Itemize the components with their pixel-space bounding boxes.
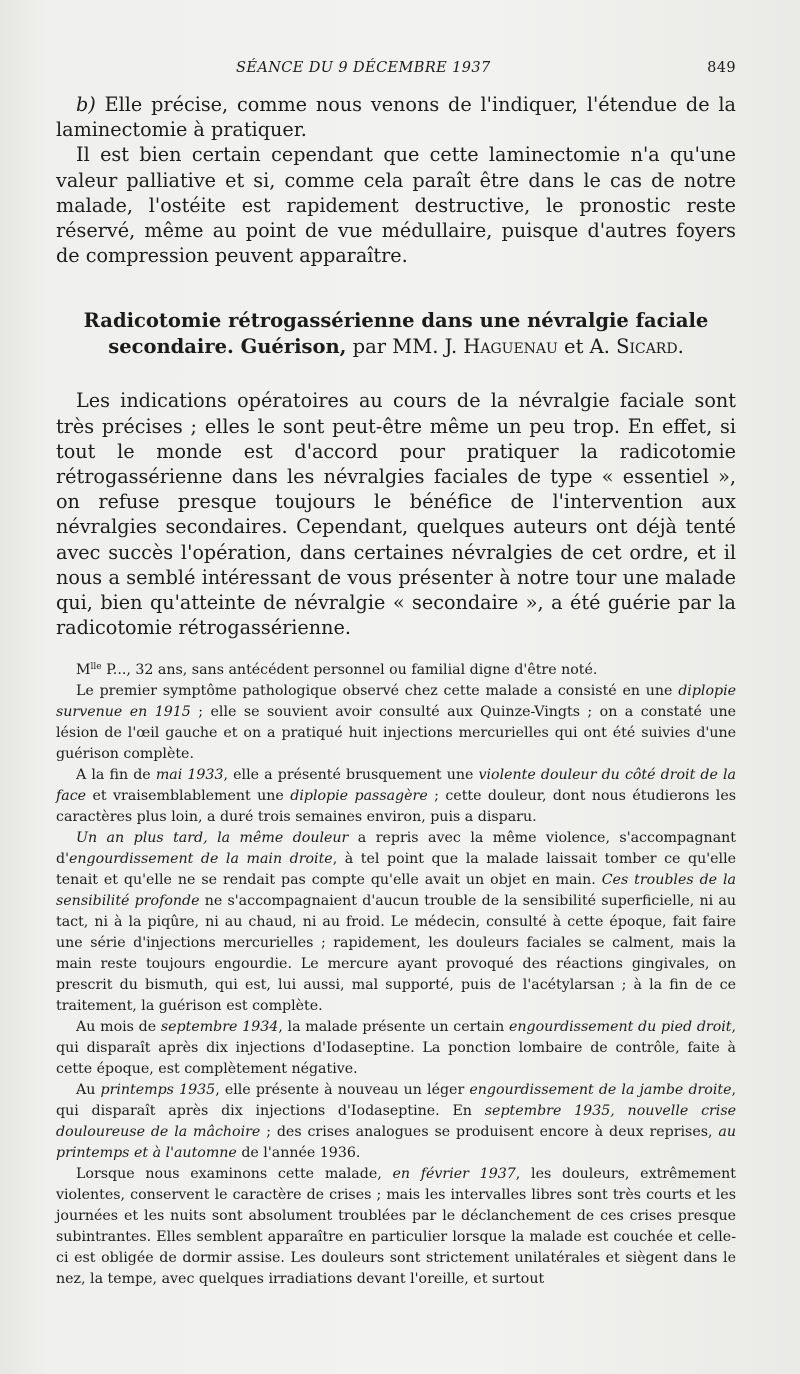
intro-paragraph-b bbox=[56, 92, 736, 142]
case-paragraph: Lorsque nous examinons cette malade, en février 1937, les douleurs, extrêmement violentes, conservent le caractère de crises ; mais les intervalles libres sont très courts et les journées et les nuits sont absolument troublées par le déclanchement de ces crises presque subintrantes. Elles semblent apparaître en particulier lorsque la malade est couchée et celle-ci est obligée de dormir assise. Les douleurs sont strictement unilatérales et siègent dans le nez, la tempe, avec quelques irradiations devant l'oreille, et surtout bbox=[56, 1166, 736, 1288]
case-paragraph: Un an plus tard, la même douleur a repris avec la même violence, s'accompagnant d'engourdissement de la main droite, à tel point que la malade laissait tomber ce qu'elle tenait et qu'elle ne se rendait pas compte qu'elle avait un objet en main. Ces troubles de la sensibilité profonde ne s'accompagnaient d'aucun trouble de la sensibilité superficielle, ni au tact, ni à la piqûre, ni au chaud, ni au froid. Le médecin, consulté à cette époque, fait faire une série d'injections mercurielles ; rapidement, les douleurs faciales se calment, mais la main reste toujours engourdie. Le mercure ayant provoqué des réactions gingivales, on prescrit du bismuth, qui est, lui aussi, mal supporté, puis de l'acétylarsan ; à la fin de ce traitement, la guérison est complète. bbox=[56, 830, 737, 1015]
lead-paragraph: Les indications opératoires au cours de la névralgie faciale sont très précises ; elles le sont peut-être même un peu trop. En effet, si tout le monde est d'accord pour pratiquer la radicotomie rétrogassérienne dans les névralgies faciales de type « essentiel », on refuse presque toujours le bénéfice de l'intervention aux névralgies secondaires. Cependant, quelques auteurs ont déjà tenté avec succès l'opération, dans certaines névralgies de cet ordre, et il nous a semblé intéressant de vous présenter à notre tour une malade qui, bien qu'atteinte de névralgie « secondaire », a été guérie par la radicotomie rétrogassérienne. bbox=[56, 389, 736, 640]
page-number: 849 bbox=[707, 60, 736, 76]
intro-paragraph-2: Il est bien certain cependant que cette laminectomie n'a qu'une valeur palliative et si, comme cela paraît être dans le cas de notre malade, l'ostéite est rapidement destructive, le pronostic reste réservé, même au point de vue médullaire, puisque d'autres foyers de compression peuvent apparaître. bbox=[56, 143, 736, 268]
list-marker: b) bbox=[76, 93, 96, 116]
author-name: Sicard. bbox=[616, 335, 684, 359]
article-title-text: Radicotomie rétrogassérienne dans une névralgie faciale secondaire. Guérison, bbox=[83, 309, 709, 359]
byline: par MM. J. Haguenau et A. Sicard. bbox=[346, 335, 684, 359]
author-name: Haguenau bbox=[463, 335, 558, 359]
byline-mm: MM. bbox=[392, 335, 439, 359]
case-paragraph: A la fin de mai 1933, elle a présenté brusquement une violente douleur du côté droit de la face et vraisemblablement une diplopie passagère ; cette douleur, dont nous étudierons les caractères plus loin, a duré trois semaines environ, puis a disparu. bbox=[56, 767, 737, 826]
case-paragraph: Au printemps 1935, elle présente à nouveau un léger engourdissement de la jambe droite, qui disparaît après dix injections d'Iodaseptine. En septembre 1935, nouvelle crise douloureuse de la mâchoire ; des crises analogues se produisent encore à deux reprises, au printemps et à l'automne de l'année 1936. bbox=[56, 1082, 737, 1162]
running-title: SÉANCE DU 9 DÉCEMBRE 1937 bbox=[236, 60, 491, 76]
case-paragraph: Au mois de septembre 1934, la malade présente un certain engourdissement du pied droit, qui disparaît après dix injections d'Iodaseptine. La ponction lombaire de contrôle, faite à cette époque, est complètement négative. bbox=[56, 1019, 736, 1078]
case-paragraph: $M^{lle}$ P..., 32 ans, sans antécédent personnel ou familial digne d'être noté. bbox=[76, 662, 598, 679]
case-paragraph: Le premier symptôme pathologique observé chez cette malade a consisté en une diplopie survenue en 1915 ; elle se souvient avoir consulté aux Quinze-Vingts ; on a constaté une lésion de l'œil gauche et on a pratiqué huit injections mercurielles qui ont été suivies d'une guérison complète. bbox=[56, 683, 736, 763]
article-title bbox=[56, 308, 736, 360]
page-body bbox=[56, 92, 736, 1290]
running-header bbox=[56, 60, 736, 84]
intro-paragraph-b-text: Elle précise, comme nous venons de l'indiquer, l'étendue de la laminectomie à pratiquer. bbox=[56, 93, 736, 142]
